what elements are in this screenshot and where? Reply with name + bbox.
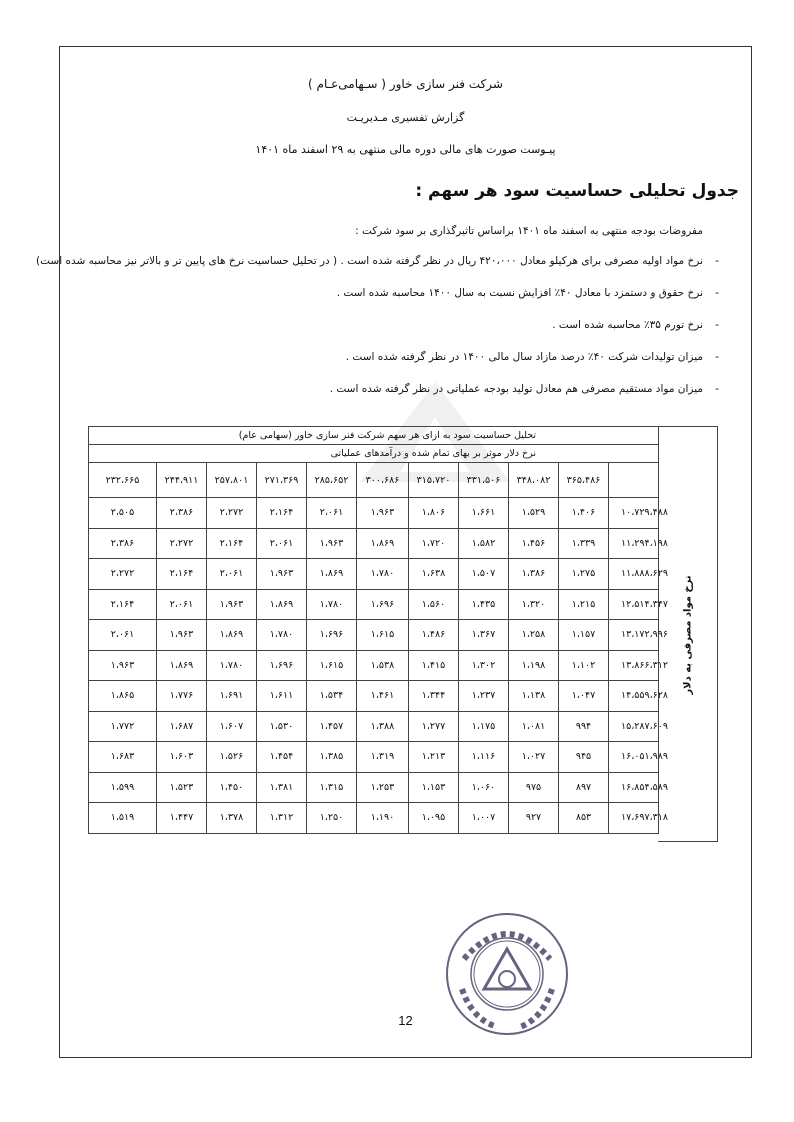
row-label: ۱۰،۷۲۹،۴۸۸	[609, 498, 659, 529]
row-label: ۱۶،۸۵۴،۵۸۹	[609, 772, 659, 803]
table-cell: ۲،۱۶۴	[89, 589, 157, 620]
table-row	[89, 589, 659, 620]
table-cell: ۱،۶۸۳	[89, 742, 157, 773]
column-header: ۳۴۸،۰۸۲	[509, 463, 559, 498]
page-number: 12	[398, 1013, 413, 1028]
table-cell: ۱،۳۳۹	[559, 528, 609, 559]
table-cell: ۱،۲۱۵	[559, 589, 609, 620]
table-cell: ۱،۵۲۳	[157, 772, 207, 803]
table-cell: ۱،۸۶۹	[307, 559, 357, 590]
table-cell: ۹۴۵	[559, 742, 609, 773]
table-cell: ۱،۵۰۷	[459, 559, 509, 590]
column-header: ۲۵۷،۸۰۱	[207, 463, 257, 498]
table-cell: ۹۷۵	[509, 772, 559, 803]
bullet-dash: -	[715, 287, 719, 299]
column-header: ۲۳۲،۶۶۵	[89, 463, 157, 498]
table-cell: ۲،۲۷۲	[89, 559, 157, 590]
table-row	[89, 742, 659, 773]
table-cell: ۱،۶۱۵	[307, 650, 357, 681]
table-cell: ۱،۶۶۱	[459, 498, 509, 529]
side-label-box	[658, 426, 718, 842]
table-title: تحلیل حساسیت سود به ازای هر سهم شرکت فنر سازی خاور (سهامی عام)	[89, 427, 659, 445]
table-cell: ۲،۱۶۴	[257, 498, 307, 529]
table-cell: ۱،۶۳۸	[409, 559, 459, 590]
row-label: ۱۷،۶۹۷،۳۱۸	[609, 803, 659, 834]
table-cell: ۱،۳۱۹	[357, 742, 409, 773]
table-cell: ۱،۵۲۹	[509, 498, 559, 529]
table-cell: ۱،۳۸۱	[257, 772, 307, 803]
table-cell: ۱،۲۵۸	[509, 620, 559, 651]
row-label: ۱۱،۲۹۴،۱۹۸	[609, 528, 659, 559]
table-cell: ۱،۶۹۶	[357, 589, 409, 620]
table-cell: ۱،۳۴۴	[409, 681, 459, 712]
table-cell: ۱،۸۶۹	[207, 620, 257, 651]
table-cell: ۲،۳۸۶	[157, 498, 207, 529]
table-cell: ۹۲۷	[509, 803, 559, 834]
assumption-text: نرخ مواد اولیه مصرفی برای هرکیلو معادل ۴۲۰،۰۰۰ ریال در نظر گرفته شده است . ( در تحلیل حساسیت نرخ های پایین تر و بالاتر نیز محاسبه شده است)	[36, 255, 703, 267]
column-header: ۳۳۱،۵۰۶	[459, 463, 509, 498]
table-cell: ۲،۵۰۵	[89, 498, 157, 529]
row-label: ۱۴،۵۵۹،۶۲۸	[609, 681, 659, 712]
bullet-dash: -	[715, 319, 719, 331]
table-cell: ۱،۴۶۱	[357, 681, 409, 712]
table-cell: ۱،۱۹۰	[357, 803, 409, 834]
row-label: ۱۳،۱۷۲،۹۹۶	[609, 620, 659, 651]
table-cell: ۲،۰۶۱	[257, 528, 307, 559]
table-row	[89, 559, 659, 590]
table-cell: ۲،۰۶۱	[89, 620, 157, 651]
table-cell: ۲،۱۶۴	[157, 559, 207, 590]
table-cell: ۱،۹۶۳	[89, 650, 157, 681]
table-cell: ۱،۶۹۶	[307, 620, 357, 651]
sensitivity-table-container	[88, 426, 718, 842]
table-cell: ۱،۴۴۷	[157, 803, 207, 834]
assumption-item	[81, 309, 731, 341]
table-cell: ۱،۶۱۵	[357, 620, 409, 651]
column-header: ۳۶۵،۴۸۶	[559, 463, 609, 498]
company-name: شرکت فنر سازی خاور ( سـهامی‌عـام )	[308, 77, 503, 91]
table-cell: ۱،۷۸۰	[357, 559, 409, 590]
table-cell: ۱،۰۰۷	[459, 803, 509, 834]
table-cell: ۱،۲۵۳	[357, 772, 409, 803]
table-cell: ۱،۹۶۳	[307, 528, 357, 559]
table-cell: ۱،۸۶۹	[157, 650, 207, 681]
table-cell: ۱،۱۰۲	[559, 650, 609, 681]
page-frame	[36, 46, 752, 1058]
corner-cell	[609, 463, 659, 498]
table-cell: ۹۹۴	[559, 711, 609, 742]
table-cell: ۱،۵۳۴	[307, 681, 357, 712]
assumption-text: نرخ حقوق و دستمزد با معادل ۴۰٪ افزایش نسبت به سال ۱۴۰۰ محاسبه شده است .	[336, 287, 703, 299]
table-cell: ۱،۳۸۵	[307, 742, 357, 773]
table-cell: ۱،۹۶۳	[157, 620, 207, 651]
table-row	[89, 681, 659, 712]
bullet-dash: -	[715, 351, 719, 363]
table-cell: ۱،۷۲۰	[409, 528, 459, 559]
sensitivity-table	[88, 426, 668, 834]
row-label: ۱۵،۲۸۷،۶۰۹	[609, 711, 659, 742]
table-cell: ۱،۴۰۶	[559, 498, 609, 529]
column-header: ۳۰۰،۶۸۶	[357, 463, 409, 498]
table-cell: ۲،۳۸۶	[89, 528, 157, 559]
row-label: ۱۶،۰۵۱،۹۸۹	[609, 742, 659, 773]
table-cell: ۱،۷۷۲	[89, 711, 157, 742]
table-cell: ۱،۷۸۰	[307, 589, 357, 620]
table-cell: ۱،۲۳۷	[459, 681, 509, 712]
table-cell: ۲،۰۶۱	[307, 498, 357, 529]
table-cell: ۱،۲۵۰	[307, 803, 357, 834]
table-cell: ۱،۴۳۵	[459, 589, 509, 620]
table-cell: ۱،۴۵۷	[307, 711, 357, 742]
table-cell: ۲،۰۶۱	[157, 589, 207, 620]
table-row	[89, 803, 659, 834]
table-cell: ۱،۸۰۶	[409, 498, 459, 529]
column-header: ۳۱۵،۷۲۰	[409, 463, 459, 498]
table-cell: ۱،۰۸۱	[509, 711, 559, 742]
table-cell: ۱،۹۶۳	[257, 559, 307, 590]
table-cell: ۱،۷۸۰	[257, 620, 307, 651]
table-cell: ۱،۵۳۰	[257, 711, 307, 742]
table-cell: ۱،۳۱۵	[307, 772, 357, 803]
table-cell: ۱،۶۹۶	[257, 650, 307, 681]
table-row	[89, 528, 659, 559]
table-cell: ۱،۸۶۹	[257, 589, 307, 620]
table-cell: ۱،۵۱۹	[89, 803, 157, 834]
table-cell: ۱،۳۶۷	[459, 620, 509, 651]
report-subtitle: پیـوست صورت های مالی دوره مالی منتهی به ۲۹ اسفند ماه ۱۴۰۱	[255, 143, 556, 156]
table-cell: ۲،۱۶۴	[207, 528, 257, 559]
column-header: ۲۸۵،۶۵۲	[307, 463, 357, 498]
column-header: ۲۷۱،۳۶۹	[257, 463, 307, 498]
report-title: گزارش تفسیری مـدیریـت	[346, 111, 465, 124]
table-cell: ۱،۰۲۷	[509, 742, 559, 773]
assumption-item	[81, 341, 731, 373]
table-cell: ۸۹۷	[559, 772, 609, 803]
table-cell: ۱،۶۸۷	[157, 711, 207, 742]
table-cell: ۱،۹۶۳	[207, 589, 257, 620]
table-cell: ۱،۲۷۵	[559, 559, 609, 590]
table-cell: ۱،۱۷۵	[459, 711, 509, 742]
table-cell: ۲،۲۷۲	[157, 528, 207, 559]
table-cell: ۱،۲۷۷	[409, 711, 459, 742]
table-cell: ۱،۰۹۵	[409, 803, 459, 834]
table-cell: ۱،۴۵۴	[257, 742, 307, 773]
table-cell: ۱،۱۵۷	[559, 620, 609, 651]
table-cell: ۱،۱۹۸	[509, 650, 559, 681]
table-cell: ۱،۸۶۵	[89, 681, 157, 712]
column-header: ۲۴۴،۹۱۱	[157, 463, 207, 498]
assumptions-intro: مفروضات بودجه منتهی به اسفند ماه ۱۴۰۱ براساس تاثیرگذاری بر سود شرکت :	[355, 225, 703, 237]
table-cell: ۱،۶۹۱	[207, 681, 257, 712]
table-cell: ۱،۰۶۰	[459, 772, 509, 803]
table-cell: ۲،۰۶۱	[207, 559, 257, 590]
table-cell: ۱،۰۴۷	[559, 681, 609, 712]
table-row	[89, 620, 659, 651]
row-label: ۱۱،۸۸۸،۶۲۹	[609, 559, 659, 590]
table-cell: ۱،۳۷۸	[207, 803, 257, 834]
table-cell: ۱،۶۱۱	[257, 681, 307, 712]
bullet-dash: -	[715, 255, 719, 267]
table-cell: ۱،۱۱۶	[459, 742, 509, 773]
assumption-item	[81, 277, 731, 309]
table-cell: ۱،۳۲۰	[509, 589, 559, 620]
section-heading: جدول تحلیلی حساسیت سود هر سهم :	[415, 181, 739, 201]
table-cell: ۱،۱۵۳	[409, 772, 459, 803]
table-cell: ۱،۱۳۸	[509, 681, 559, 712]
table-cell: ۱،۷۷۶	[157, 681, 207, 712]
assumption-item	[36, 245, 731, 277]
table-cell: ۱،۵۸۲	[459, 528, 509, 559]
table-header-row	[89, 463, 659, 498]
assumption-text: نرخ تورم ۳۵٪ محاسبه شده است .	[552, 319, 703, 331]
table-row	[89, 711, 659, 742]
table-row	[89, 498, 659, 529]
table-cell: ۱،۴۵۰	[207, 772, 257, 803]
table-cell: ۱،۴۸۶	[409, 620, 459, 651]
table-cell: ۱،۴۱۵	[409, 650, 459, 681]
table-cell: ۱،۵۲۶	[207, 742, 257, 773]
table-cell: ۱،۷۸۰	[207, 650, 257, 681]
table-row	[89, 650, 659, 681]
table-cell: ۱،۴۵۶	[509, 528, 559, 559]
table-cell: ۲،۲۷۲	[207, 498, 257, 529]
table-cell: ۸۵۳	[559, 803, 609, 834]
table-cell: ۱،۵۳۸	[357, 650, 409, 681]
table-cell: ۱،۶۰۷	[207, 711, 257, 742]
row-label: ۱۲،۵۱۴،۳۴۷	[609, 589, 659, 620]
assumption-text: میزان تولیدات شرکت ۴۰٪ درصد مازاد سال مالی ۱۴۰۰ در نظر گرفته شده است .	[345, 351, 703, 363]
table-row	[89, 772, 659, 803]
table-cell: ۱،۳۱۲	[257, 803, 307, 834]
table-cell: ۱،۵۹۹	[89, 772, 157, 803]
assumption-text: میزان مواد مستقیم مصرفی هم معادل تولید بودجه عملیاتی در نظر گرفته شده است .	[329, 383, 703, 395]
row-label: ۱۳،۸۶۶،۳۱۲	[609, 650, 659, 681]
bullet-dash: -	[715, 383, 719, 395]
table-cell: ۱،۳۸۸	[357, 711, 409, 742]
table-cell: ۱،۳۸۶	[509, 559, 559, 590]
side-label: نرخ مواد مصرفی به دلار	[682, 575, 694, 695]
table-cell: ۱،۵۶۰	[409, 589, 459, 620]
table-subtitle: نرخ دلار موثر بر بهای تمام شده و درآمدهای عملیاتی	[89, 445, 659, 463]
table-cell: ۱،۹۶۳	[357, 498, 409, 529]
table-cell: ۱،۶۰۳	[157, 742, 207, 773]
table-cell: ۱،۲۱۳	[409, 742, 459, 773]
table-cell: ۱،۸۶۹	[357, 528, 409, 559]
table-cell: ۱،۳۰۲	[459, 650, 509, 681]
